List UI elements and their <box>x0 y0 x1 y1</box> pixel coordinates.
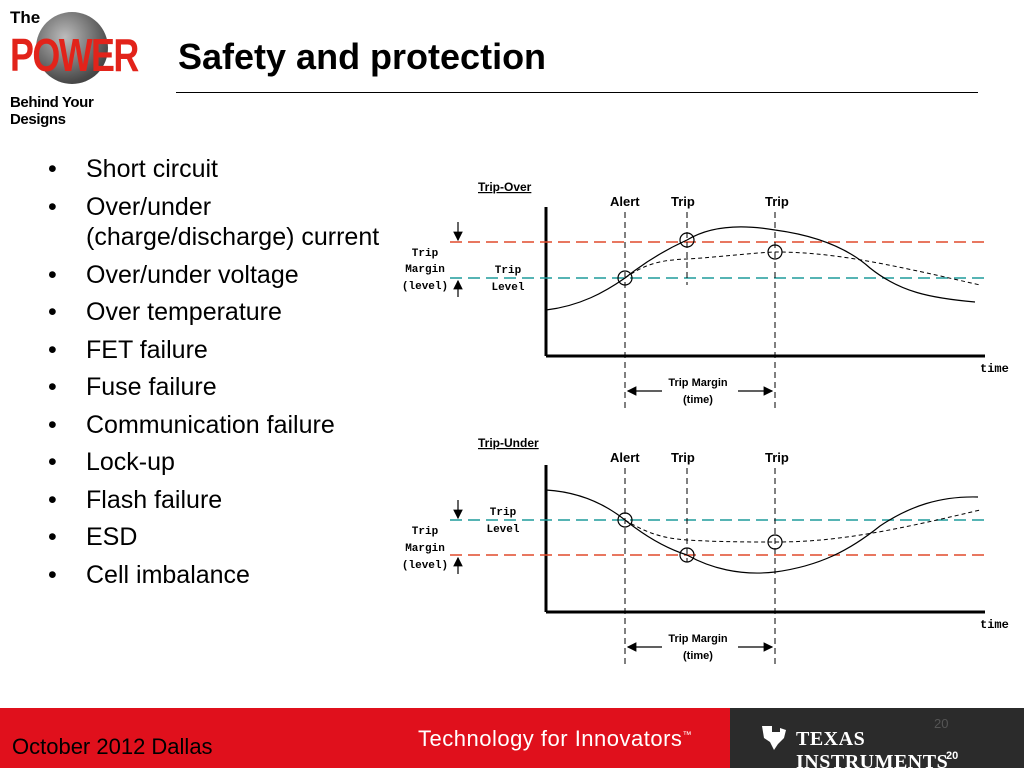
slide-number: 20 <box>946 750 959 762</box>
time-label: time <box>980 618 1009 632</box>
logo-tagline: Behind Your Designs <box>10 94 94 128</box>
bullet-item: • ESD <box>48 522 388 553</box>
ti-company-name: TEXAS INSTRUMENTS <box>796 728 949 773</box>
trip-margin-label: Margin <box>405 543 445 555</box>
footer-bar <box>0 708 1024 773</box>
trip-margin-label: (level) <box>401 281 449 293</box>
logo-the: The <box>10 8 41 27</box>
signal-curve <box>546 490 978 573</box>
footer-tagline <box>418 726 692 752</box>
logo-power: POWER <box>10 29 138 81</box>
trip-label: Trip <box>765 450 789 465</box>
bullet-item: • Over/under (charge/discharge) current <box>48 192 388 253</box>
ti-state-icon <box>758 722 790 752</box>
bullet-item: • Cell imbalance <box>48 560 388 591</box>
trip-level-label: Level <box>491 282 525 294</box>
bullet-item: • FET failure <box>48 335 388 366</box>
trip-label: Trip <box>671 450 695 465</box>
trip-level-label: Trip <box>489 507 517 519</box>
trip-over-diagram <box>402 180 1009 412</box>
trip-margin-time-label: (time) <box>683 650 713 662</box>
trip-margin-time-label: Trip Margin <box>668 633 728 645</box>
trip-label: Trip <box>765 194 789 209</box>
trip-margin-time-label: (time) <box>683 394 713 406</box>
trip-margin-label: Trip <box>411 526 439 538</box>
slide-number-top: 20 <box>934 716 949 731</box>
signal-curve <box>546 227 975 310</box>
bullet-item: • Short circuit <box>48 154 388 185</box>
slide-title: Safety and protection <box>178 36 547 77</box>
trip-under-heading: Trip-Under <box>478 436 539 450</box>
trip-over-heading: Trip-Over <box>478 180 532 194</box>
trip-margin-label: Trip <box>411 248 439 260</box>
trip-margin-label: Margin <box>405 264 445 276</box>
footer-date: October 2012 Dallas <box>12 734 213 759</box>
trip-margin-time-label: Trip Margin <box>668 377 728 389</box>
bullet-item: • Flash failure <box>48 485 388 516</box>
filtered-signal-curve <box>625 252 980 285</box>
trademark-mark: ™ <box>682 729 692 740</box>
alert-label: Alert <box>610 194 640 209</box>
trip-label: Trip <box>671 194 695 209</box>
trip-level-label: Level <box>486 524 520 536</box>
bullet-item: • Lock-up <box>48 447 388 478</box>
alert-label: Alert <box>610 450 640 465</box>
filtered-signal-curve <box>625 510 980 542</box>
footer-tagline-text: Technology for Innovators <box>418 726 683 751</box>
bullet-item: • Communication failure <box>48 410 388 441</box>
trip-under-diagram <box>402 436 1009 668</box>
trip-margin-label: (level) <box>401 560 449 572</box>
bullet-item: • Over temperature <box>48 297 388 328</box>
texas-instruments-logo <box>758 722 1018 773</box>
trip-level-label: Trip <box>494 265 522 277</box>
bullet-item: • Over/under voltage <box>48 260 388 291</box>
time-label: time <box>980 362 1009 376</box>
bullet-item: • Fuse failure <box>48 372 388 403</box>
